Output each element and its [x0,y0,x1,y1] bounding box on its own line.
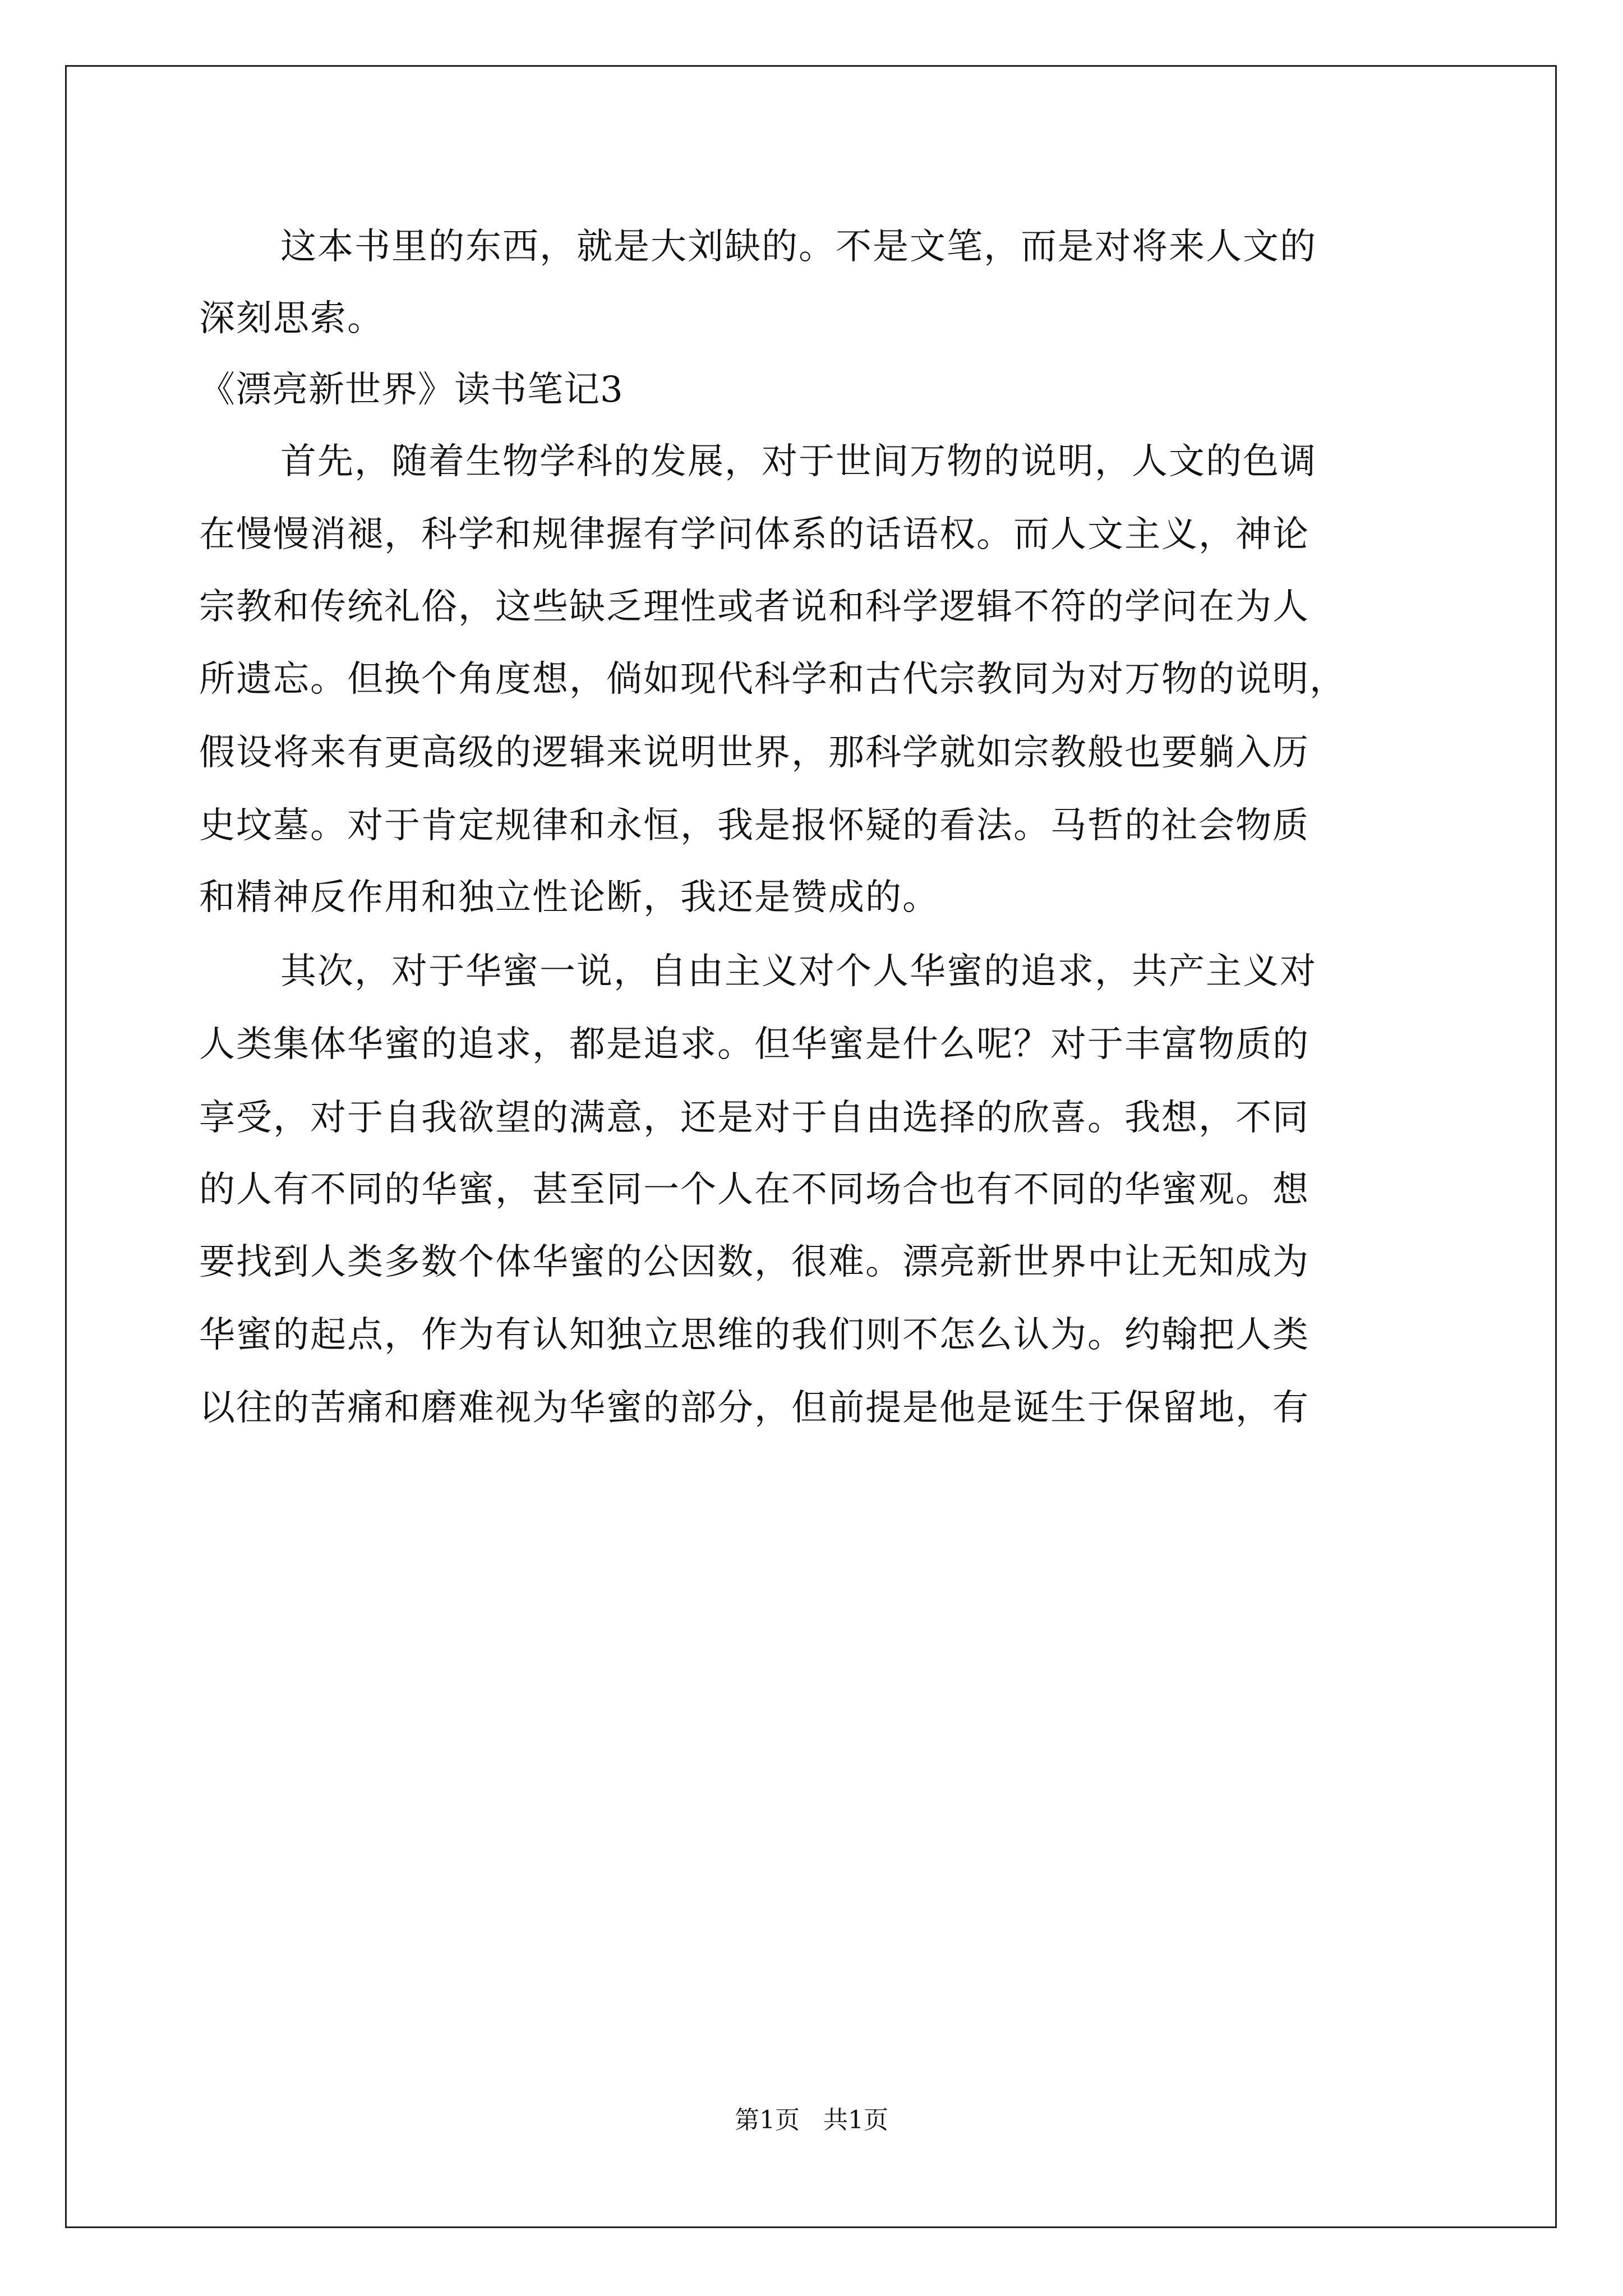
page-footer: 第1页 共1页 [735,2106,888,2134]
paragraph-3-line-6: 华蜜的起点，作为有认知独立思维的我们则不怎么认为。约翰把人类 [199,1314,1310,1356]
paragraph-3-line-3: 享受，对于自我欲望的满意，还是对于自由选择的欣喜。我想，不同 [199,1097,1310,1139]
paragraph-3-line-4: 的人有不同的华蜜，甚至同一个人在不同场合也有不同的华蜜观。想 [199,1169,1310,1211]
paragraph-1-line-2: 深刻思索。 [199,298,384,339]
paragraph-2-line-3: 宗教和传统礼俗，这些缺乏理性或者说和科学逻辑不符的学问在为人 [199,586,1310,628]
paragraph-2-line-4: 所遗忘。但换个角度想，倘如现代科学和古代宗教同为对万物的说明， [199,659,1347,700]
paragraph-3-line-7: 以往的苦痛和磨难视为华蜜的部分，但前提是他是诞生于保留地，有 [199,1387,1310,1429]
paragraph-2-line-5: 假设将来有更高级的逻辑来说明世界，那科学就如宗教般也要躺入历 [199,732,1310,774]
section-heading: 《漂亮新世界》读书笔记3 [199,369,624,411]
paragraph-3-line-5: 要找到人类多数个体华蜜的公因数，很难。漂亮新世界中让无知成为 [199,1241,1310,1283]
paragraph-3-line-1: 其次，对于华蜜一说，自由主义对个人华蜜的追求，共产主义对 [280,951,1317,992]
paragraph-2-line-6: 史坟墓。对于肯定规律和永恒，我是报怀疑的看法。马哲的社会物质 [199,805,1310,846]
paragraph-3-line-2: 人类集体华蜜的追求，都是追求。但华蜜是什么呢？对于丰富物质的 [199,1024,1310,1065]
paragraph-2-line-1: 首先，随着生物学科的发展，对于世间万物的说明，人文的色调 [280,441,1317,482]
paragraph-2-line-7: 和精神反作用和独立性论断，我还是赞成的。 [199,877,939,918]
paragraph-2-line-2: 在慢慢消褪，科学和规律握有学问体系的话语权。而人文主义，神论 [199,514,1310,555]
paragraph-1-line-1: 这本书里的东西，就是大刘缺的。不是文笔，而是对将来人文的 [280,226,1317,268]
